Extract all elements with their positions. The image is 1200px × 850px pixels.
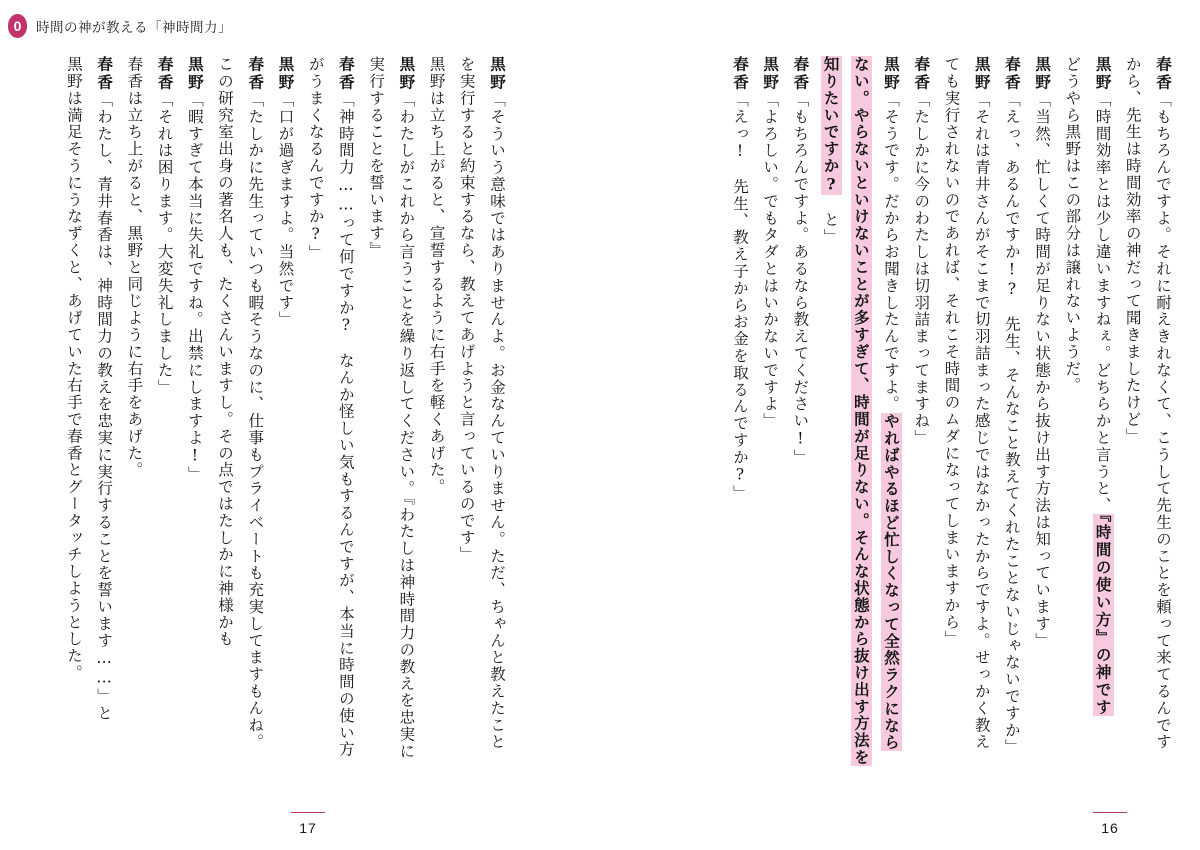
speaker-name: 黒野 <box>397 56 417 92</box>
line-text: 「もちろんですよ。あるなら教えてください!」 <box>791 91 810 466</box>
line-text: この研究室出身の著名人も、たくさんいますし。その点ではたしかに神様かも <box>216 56 235 648</box>
dialogue-line <box>1118 56 1148 776</box>
line-text: 「それは困ります。大変失礼しました」 <box>155 91 174 396</box>
line-text: 「それは青井さんがそこまで切羽詰まった感じではなかったからですよ。せっかく教え <box>972 91 991 751</box>
chapter-number-badge: 0 <box>8 14 27 38</box>
speaker-name: 黒野 <box>1093 56 1113 92</box>
folio-rule <box>291 812 325 814</box>
speaker-name: 春香 <box>730 56 750 92</box>
dialogue-line <box>452 56 482 776</box>
spread-body <box>0 46 1200 846</box>
dialogue-line <box>966 56 996 776</box>
dialogue-line <box>300 56 330 776</box>
speaker-name: 春香 <box>336 56 356 92</box>
line-text: 「たしかに先生っていつも暇そうなのに、仕事もプライベートも充実してますもんね。 <box>246 91 265 751</box>
highlighted-text: やればやるほど忙しくなって全然ラクになら <box>882 412 902 751</box>
dialogue-line <box>876 56 906 776</box>
dialogue-line <box>210 56 240 776</box>
dialogue-line <box>785 56 815 776</box>
line-text: 黒野は満足そうにうなずくと、あげていた右手で春香とグータッチしようとした。 <box>64 56 83 682</box>
speaker-name: 春香 <box>791 56 811 92</box>
line-text: 実行することを誓います』 <box>367 56 386 259</box>
narration-line <box>59 56 89 776</box>
narration-line <box>1057 56 1087 776</box>
page-17-text-block <box>59 56 512 776</box>
speaker-name: 黒野 <box>185 56 205 92</box>
line-text: 「たしかに今のわたしは切羽詰まってますね」 <box>912 91 931 447</box>
speaker-name: 黒野 <box>882 56 902 92</box>
page-16 <box>600 46 1200 846</box>
dialogue-line <box>936 56 966 776</box>
speaker-name: 黒野 <box>1033 56 1053 92</box>
line-text: 黒野は立ち上がると、宣誓するように右手を軽くあげた。 <box>427 56 446 496</box>
folio-rule <box>1093 812 1127 814</box>
page-folio <box>1080 812 1140 837</box>
line-text: 「えっ、あるんですか!? 先生、そんなこと教えてくれたことないじゃないですか」 <box>1002 91 1021 756</box>
line-text: 「暇すぎて本当に失礼ですね。出禁にしますよ!」 <box>185 91 204 483</box>
line-text: 春香は立ち上がると、黒野と同じように右手をあげた。 <box>125 56 144 479</box>
line-text: 「よろしい。でもタダとはいかないですよ」 <box>761 91 780 430</box>
speaker-name: 黒野 <box>972 56 992 92</box>
dialogue-line <box>1087 56 1117 776</box>
dialogue-line <box>180 56 210 776</box>
page-folio <box>278 812 338 837</box>
dialogue-line <box>240 56 270 776</box>
dialogue-line <box>270 56 300 776</box>
page-17 <box>0 46 600 846</box>
dialogue-line <box>906 56 936 776</box>
line-text: どうやら黒野はこの部分は譲れないようだ。 <box>1063 56 1082 394</box>
dialogue-line <box>997 56 1027 776</box>
dialogue-line <box>1027 56 1057 776</box>
dialogue-line <box>1148 56 1178 776</box>
line-text: から、先生は時間効率の神だって聞きましたけど」 <box>1123 56 1142 445</box>
line-text: を実行すると約束するなら、教えてあげようと言っているのです」 <box>457 56 476 563</box>
page-header <box>8 14 232 38</box>
speaker-name: 黒野 <box>488 56 507 92</box>
narration-line <box>421 56 451 776</box>
speaker-name: 春香 <box>95 56 115 92</box>
highlighted-text: ない。やらないといけないことが多すぎて、時間が足りない。そんな状態から抜け出す方法を <box>851 56 871 766</box>
speaker-name: 黒野 <box>761 56 781 92</box>
line-text: 「もちろんですよ。それに耐えきれなくて、こうして先生のことを頼って来てるんです <box>1154 91 1172 751</box>
folio-number: 17 <box>299 820 317 836</box>
speaker-name: 春香 <box>1154 56 1173 92</box>
speaker-name: 黒野 <box>276 56 296 92</box>
line-text: 「わたし、青井春香は、神時間力の教えを忠実に実行することを誓います……」と <box>95 91 114 722</box>
line-text: がうまくなるんですか?」 <box>306 56 325 262</box>
dialogue-line <box>815 56 845 776</box>
line-text: 「当然、忙しくて時間が足りない状態から抜け出す方法は知っています」 <box>1033 91 1052 650</box>
dialogue-line <box>149 56 179 776</box>
highlighted-text: 知りたいですか? <box>821 56 841 195</box>
emphasis-phrase: 『時間の使い方』の神です <box>1093 513 1113 717</box>
page-16-text-block <box>725 56 1178 776</box>
line-text: 「わたしがこれから言うことを繰り返してください。『わたしは神時間力の教えを忠実に <box>397 91 416 760</box>
dialogue-line <box>391 56 421 776</box>
speaker-name: 春香 <box>912 56 932 92</box>
line-text: 「時間効率とは少し違いますねぇ。どちらかと言うと、 <box>1093 91 1112 514</box>
line-text: 「神時間力……って何ですか? なんか怪しい気もするんですが、本当に時間の使い方 <box>336 91 355 759</box>
dialogue-line <box>846 56 876 776</box>
narration-line <box>119 56 149 776</box>
speaker-name: 春香 <box>155 56 175 92</box>
line-text: 「そうです。だからお聞きしたんですよ。 <box>882 91 901 413</box>
dialogue-line <box>755 56 785 776</box>
page-title: 時間の神が教える「神時間力」 <box>36 20 232 36</box>
speaker-name: 春香 <box>246 56 266 92</box>
line-text: 「そういう意味ではありませんよ。お金なんていりません。ただ、ちゃんと教えたこと <box>488 91 506 751</box>
line-text: 「口が過ぎますよ。当然です」 <box>276 91 295 329</box>
line-text: 「えっ! 先生、教え子からお金を取るんですか?」 <box>730 91 749 503</box>
dialogue-line <box>89 56 119 776</box>
speaker-name: 春香 <box>1002 56 1022 92</box>
dialogue-line <box>482 56 512 776</box>
line-text: と」 <box>821 194 840 246</box>
folio-number: 16 <box>1101 820 1119 836</box>
dialogue-line <box>331 56 361 776</box>
dialogue-line <box>725 56 755 776</box>
line-text: ても実行されないのであれば、それこそ時間のムダになってしまいますから」 <box>942 56 961 648</box>
dialogue-line <box>361 56 391 776</box>
